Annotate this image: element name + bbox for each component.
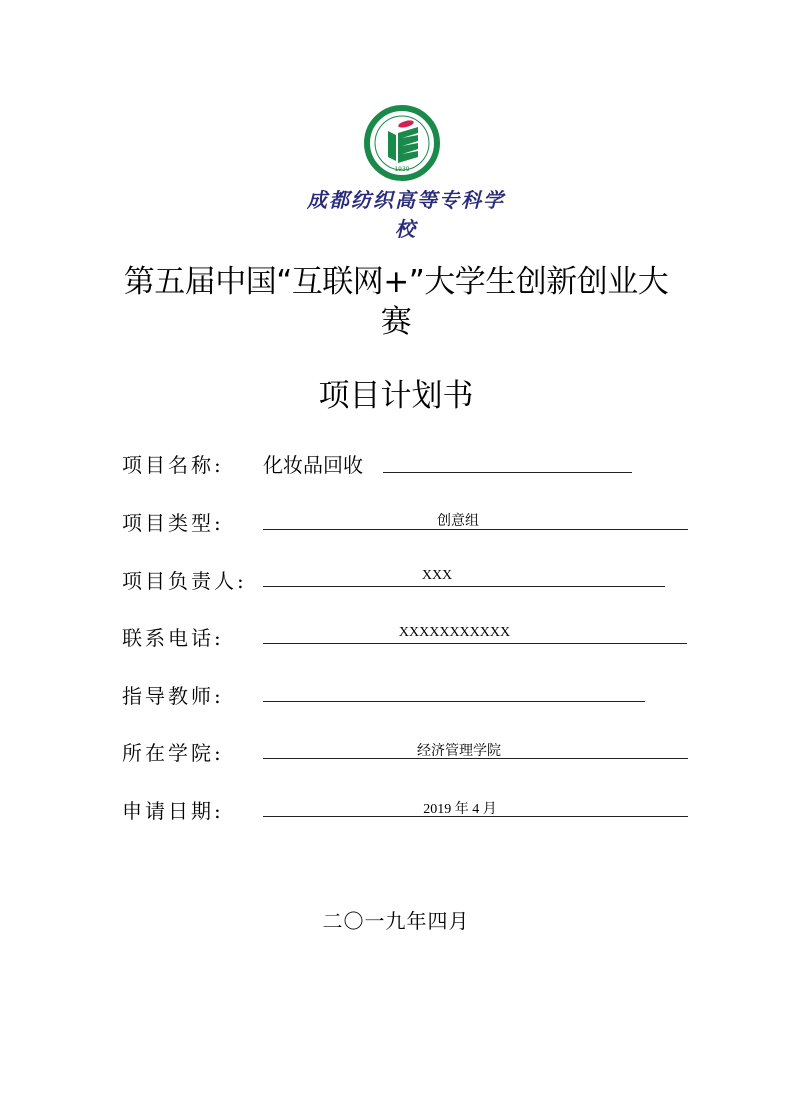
svg-text:1939: 1939: [394, 166, 410, 173]
competition-title: [96, 262, 696, 342]
field-label-project-type: 项目类型:: [122, 511, 224, 535]
title-line-2: 赛: [380, 304, 412, 340]
field-label-phone: 联系电话:: [122, 626, 224, 650]
field-underline-project-leader: [263, 586, 665, 587]
field-label-project-name: 项目名称:: [122, 453, 224, 477]
field-underline-project-name: [383, 472, 632, 473]
field-underline-apply-date: [263, 816, 688, 817]
school-name: 成都纺织高等专科学校: [307, 188, 505, 241]
field-label-apply-date: 申请日期:: [122, 799, 224, 823]
field-value-phone: XXXXXXXXXXX: [398, 625, 511, 640]
field-value-project-name: 化妆品回收: [263, 453, 363, 477]
footer-date: 二〇一九年四月: [322, 909, 470, 933]
field-underline-phone: [263, 643, 687, 644]
document-subtitle: 项目计划书: [318, 378, 474, 414]
field-value-project-leader: XXX: [421, 568, 453, 583]
field-value-project-type: 创意组: [437, 514, 479, 529]
school-logo: [298, 102, 514, 241]
field-label-advisor: 指导教师:: [122, 684, 224, 708]
field-underline-college: [263, 758, 688, 759]
field-label-project-leader: 项目负责人:: [122, 569, 247, 593]
field-underline-advisor: [263, 701, 645, 702]
field-underline-project-type: [263, 529, 688, 530]
field-value-apply-date: 2019 年 4 月: [423, 802, 497, 817]
title-line-1: 第五届中国“互联网+”大学生创新创业大: [123, 264, 669, 300]
field-label-college: 所在学院:: [122, 741, 224, 765]
school-emblem-icon: [364, 105, 440, 181]
field-value-college: 经济管理学院: [417, 744, 501, 759]
